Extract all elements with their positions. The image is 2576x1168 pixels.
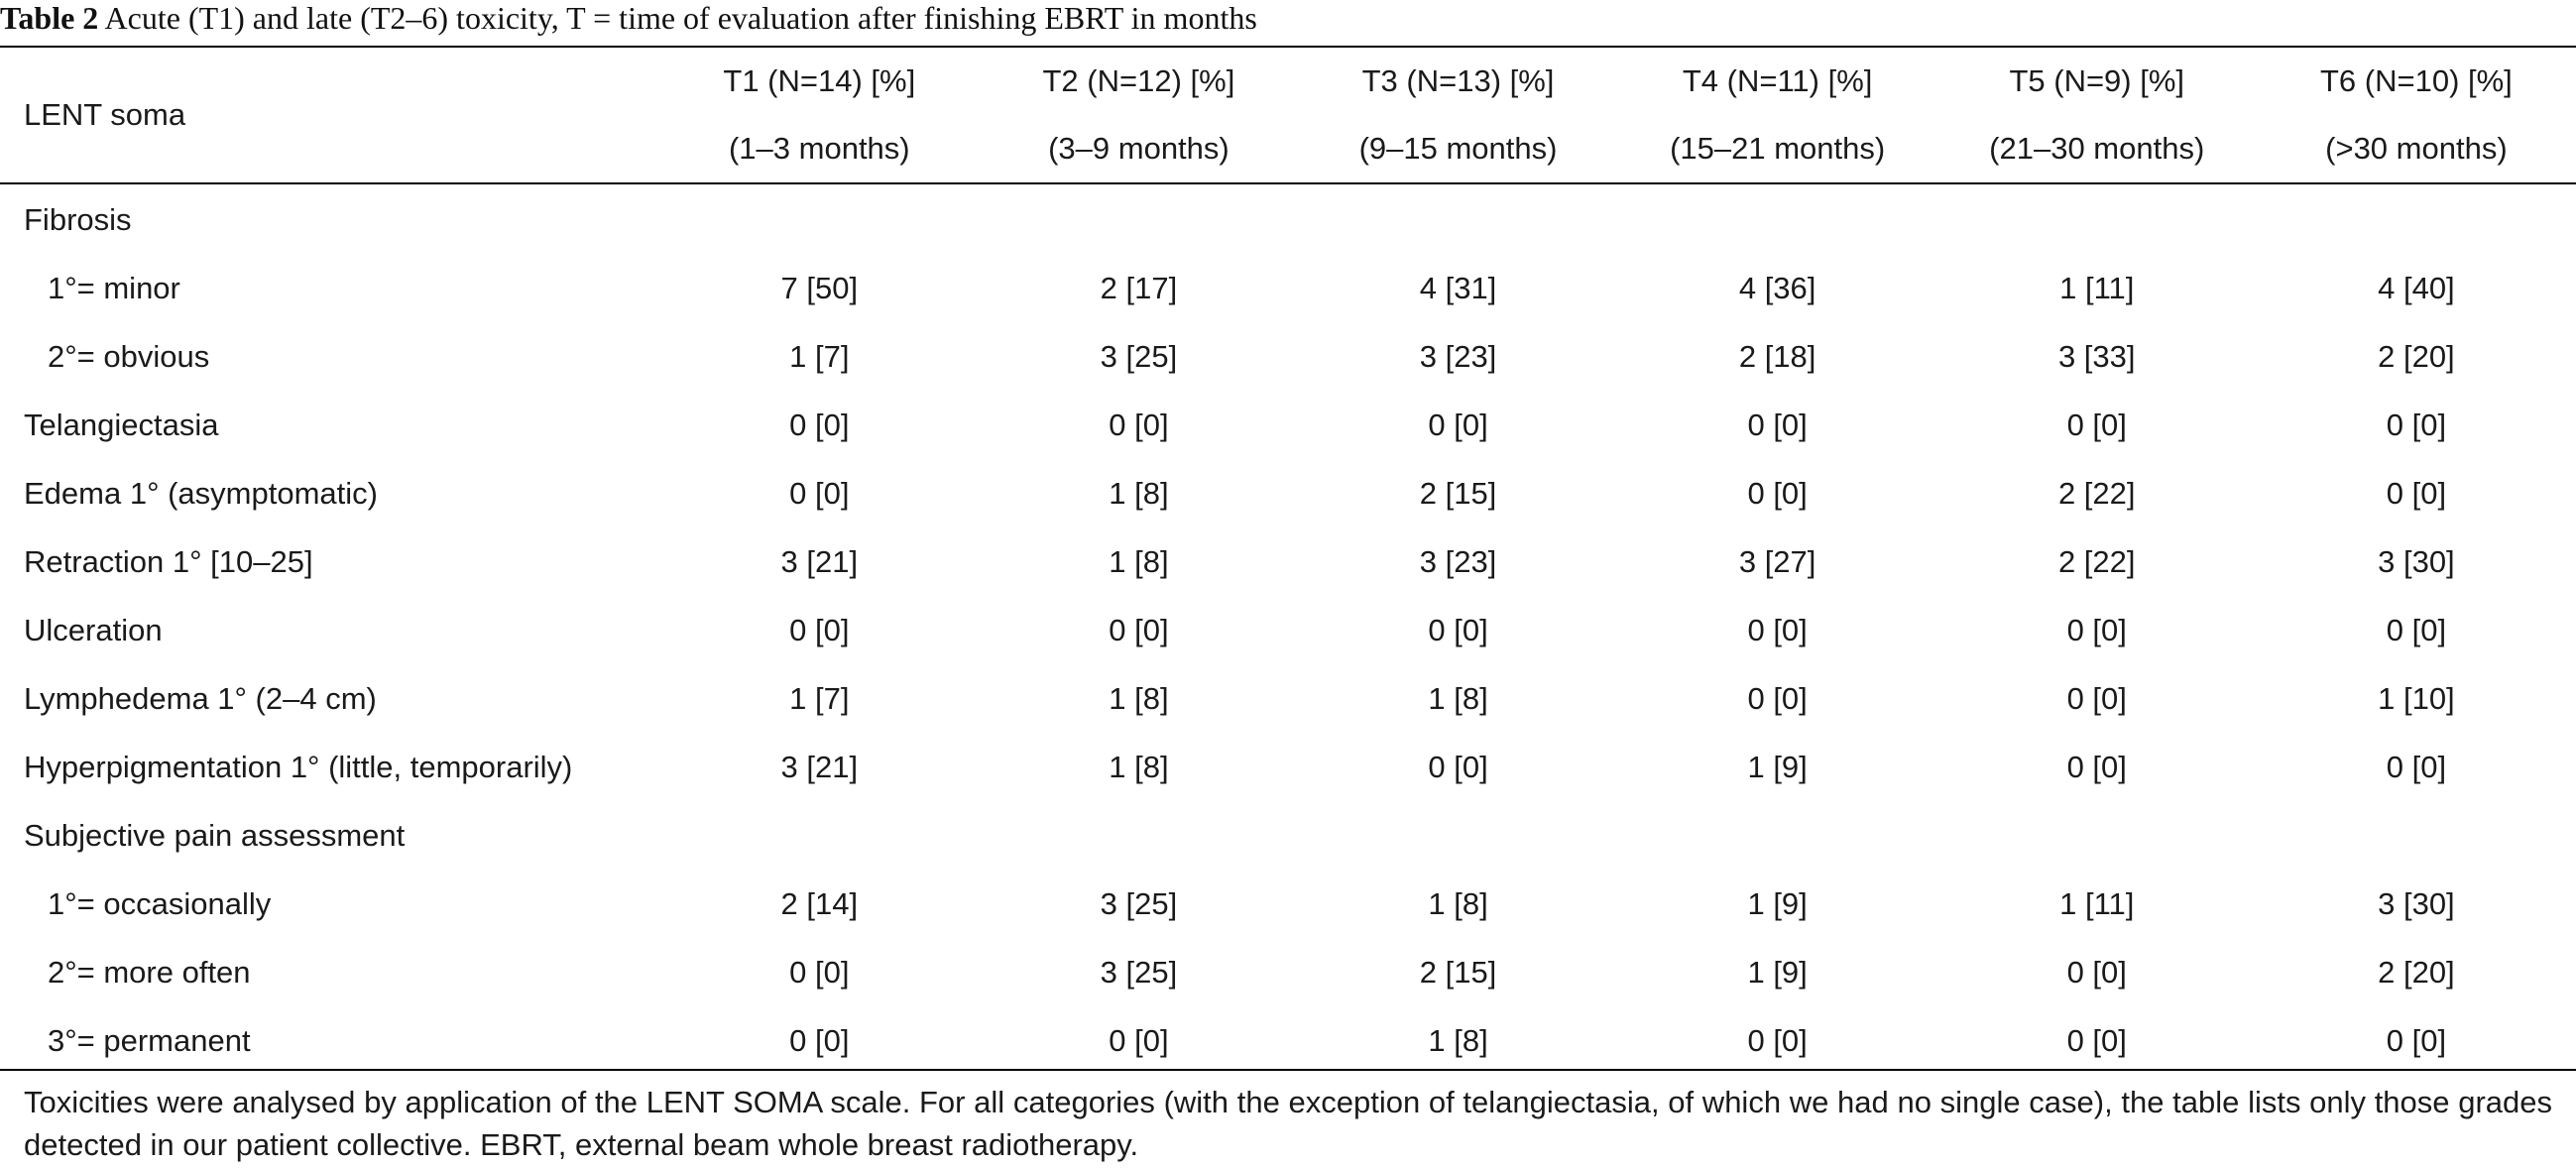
table-cell	[979, 801, 1298, 870]
table-cell: 0 [0]	[2066, 749, 2127, 784]
table-row	[0, 664, 2576, 733]
table-row	[0, 459, 2576, 527]
row-label: Edema 1° (asymptomatic)	[24, 475, 378, 511]
table-cell: 0 [0]	[1109, 1022, 1169, 1058]
table-row	[0, 182, 2576, 254]
table-cell: 3 [27]	[1738, 543, 1816, 579]
table-cell: 0 [0]	[1428, 407, 1488, 442]
table-cell	[1298, 801, 1617, 870]
table-cell: 3 [23]	[1419, 338, 1497, 374]
table-cell: 2 [15]	[1419, 475, 1497, 511]
table-row	[0, 1006, 2576, 1075]
table-cell: 1 [8]	[1428, 1022, 1488, 1058]
table-cell: 3 [30]	[2378, 543, 2455, 579]
table-cell: 1 [9]	[1747, 954, 1808, 990]
table-cell: 2 [14]	[780, 885, 859, 921]
table-row	[0, 870, 2576, 938]
table-cell	[979, 182, 1298, 254]
table-caption	[0, 0, 2576, 36]
table-cell: 1 [8]	[1428, 680, 1488, 716]
row-label: 3°= permanent	[48, 1022, 251, 1058]
table-footnote: Toxicities were analysed by application of the LENT SOMA scale. For all categories (with the exception of telangiectasia, of which we had no single case), the table lists only those grades detected in our patient collective. EBRT, external beam whole breast radiotherapy.	[24, 1085, 2552, 1162]
table-cell: 0 [0]	[1428, 749, 1488, 784]
table-cell: 1 [9]	[1747, 749, 1808, 784]
table-cell	[1937, 801, 2257, 870]
table-cell: 0 [0]	[2386, 407, 2447, 442]
table-cell: 3 [33]	[2057, 338, 2136, 374]
table-cell	[1618, 182, 1937, 254]
table-cell: 0 [0]	[789, 475, 850, 511]
table-cell: 1 [10]	[2378, 680, 2455, 716]
table-cell: 4 [31]	[1419, 270, 1497, 305]
table-label: Table 2	[0, 0, 99, 36]
table-row	[0, 733, 2576, 801]
table-cell: 0 [0]	[2066, 680, 2127, 716]
table-row	[0, 596, 2576, 664]
table-cell: 0 [0]	[2066, 612, 2127, 647]
table-row	[0, 527, 2576, 596]
column-header-t5: T5 (N=9) [%]	[2009, 63, 2185, 98]
row-label: Ulceration	[24, 612, 163, 647]
table-cell: 0 [0]	[1747, 680, 1808, 716]
table-cell: 1 [8]	[1428, 885, 1488, 921]
table-cell: 0 [0]	[1747, 1022, 1808, 1058]
table-row	[0, 254, 2576, 322]
table-header	[0, 48, 2576, 182]
table-cell: 0 [0]	[789, 612, 850, 647]
table-row	[0, 938, 2576, 1006]
column-period-t5: (21–30 months)	[1989, 131, 2205, 166]
table-cell	[659, 182, 979, 254]
table-cell: 1 [9]	[1747, 885, 1808, 921]
table-cell: 1 [8]	[1109, 749, 1169, 784]
column-period-t2: (3–9 months)	[1048, 131, 1229, 166]
table-cell: 0 [0]	[2386, 475, 2447, 511]
table-cell: 2 [22]	[2057, 475, 2136, 511]
table-cell: 7 [50]	[780, 270, 859, 305]
table-cell: 0 [0]	[2066, 407, 2127, 442]
table-cell	[1618, 801, 1937, 870]
row-label: Subjective pain assessment	[24, 817, 406, 853]
table-cell: 3 [30]	[2378, 885, 2455, 921]
table-cell: 0 [0]	[789, 407, 850, 442]
table-cell: 2 [20]	[2378, 338, 2455, 374]
table-cell	[1937, 182, 2257, 254]
table-row	[0, 391, 2576, 459]
table-cell: 3 [25]	[1100, 338, 1178, 374]
row-header-label: LENT soma	[24, 97, 186, 132]
table-cell: 1 [11]	[2059, 270, 2135, 305]
row-label: 2°= more often	[48, 954, 251, 990]
table-cell: 2 [20]	[2378, 954, 2455, 990]
row-label: Telangiectasia	[24, 407, 219, 442]
table-caption-text: Acute (T1) and late (T2–6) toxicity, T = time of evaluation after finishing EBRT in months	[98, 0, 1257, 36]
table-cell: 0 [0]	[1747, 475, 1808, 511]
table-cell: 2 [18]	[1738, 338, 1816, 374]
table-cell	[1298, 182, 1617, 254]
table-cell: 4 [36]	[1738, 270, 1816, 305]
table-cell: 3 [21]	[780, 543, 859, 579]
table-cell	[2257, 801, 2576, 870]
table-cell: 0 [0]	[2066, 1022, 2127, 1058]
table-cell: 1 [8]	[1109, 680, 1169, 716]
row-label: Lymphedema 1° (2–4 cm)	[24, 680, 377, 716]
column-header-t4: T4 (N=11) [%]	[1682, 63, 1873, 98]
table-cell: 0 [0]	[1428, 612, 1488, 647]
table-body	[0, 182, 2576, 1075]
table-cell: 3 [23]	[1419, 543, 1497, 579]
column-period-t6: (>30 months)	[2325, 131, 2508, 166]
table-cell: 3 [21]	[780, 749, 859, 784]
table-cell	[659, 801, 979, 870]
column-header-t6: T6 (N=10) [%]	[2319, 63, 2513, 98]
table-cell	[2257, 182, 2576, 254]
table-row	[0, 322, 2576, 391]
table-cell: 3 [25]	[1100, 954, 1178, 990]
table-cell: 0 [0]	[2386, 1022, 2447, 1058]
table-cell: 1 [7]	[789, 338, 850, 374]
table-cell: 0 [0]	[1109, 612, 1169, 647]
table-cell: 2 [22]	[2057, 543, 2136, 579]
table-row	[0, 801, 2576, 870]
table-cell: 0 [0]	[2386, 612, 2447, 647]
row-label: Retraction 1° [10–25]	[24, 543, 313, 579]
table-cell: 1 [11]	[2059, 885, 2135, 921]
table-cell: 3 [25]	[1100, 885, 1178, 921]
table-cell: 4 [40]	[2378, 270, 2455, 305]
row-label: 2°= obvious	[48, 338, 210, 374]
row-label: Fibrosis	[24, 201, 132, 237]
column-header-t2: T2 (N=12) [%]	[1042, 63, 1235, 98]
table-cell: 1 [7]	[789, 680, 850, 716]
table-cell: 0 [0]	[789, 954, 850, 990]
column-header-t3: T3 (N=13) [%]	[1361, 63, 1555, 98]
column-period-t1: (1–3 months)	[728, 131, 910, 166]
column-header-t1: T1 (N=14) [%]	[723, 63, 916, 98]
table-cell: 0 [0]	[1747, 407, 1808, 442]
table-cell: 2 [17]	[1100, 270, 1178, 305]
table-cell: 2 [15]	[1419, 954, 1497, 990]
row-label: Hyperpigmentation 1° (little, temporarily)	[24, 749, 573, 784]
column-period-t3: (9–15 months)	[1358, 131, 1558, 166]
table-cell: 0 [0]	[2066, 954, 2127, 990]
table-cell: 0 [0]	[789, 1022, 850, 1058]
row-label: 1°= occasionally	[48, 885, 272, 921]
table-cell: 0 [0]	[1747, 612, 1808, 647]
row-label: 1°= minor	[48, 270, 180, 305]
table-cell: 1 [8]	[1109, 543, 1169, 579]
table-cell: 0 [0]	[2386, 749, 2447, 784]
column-period-t4: (15–21 months)	[1670, 131, 1886, 166]
table-cell: 0 [0]	[1109, 407, 1169, 442]
toxicity-table	[0, 48, 2576, 1075]
table-cell: 1 [8]	[1109, 475, 1169, 511]
